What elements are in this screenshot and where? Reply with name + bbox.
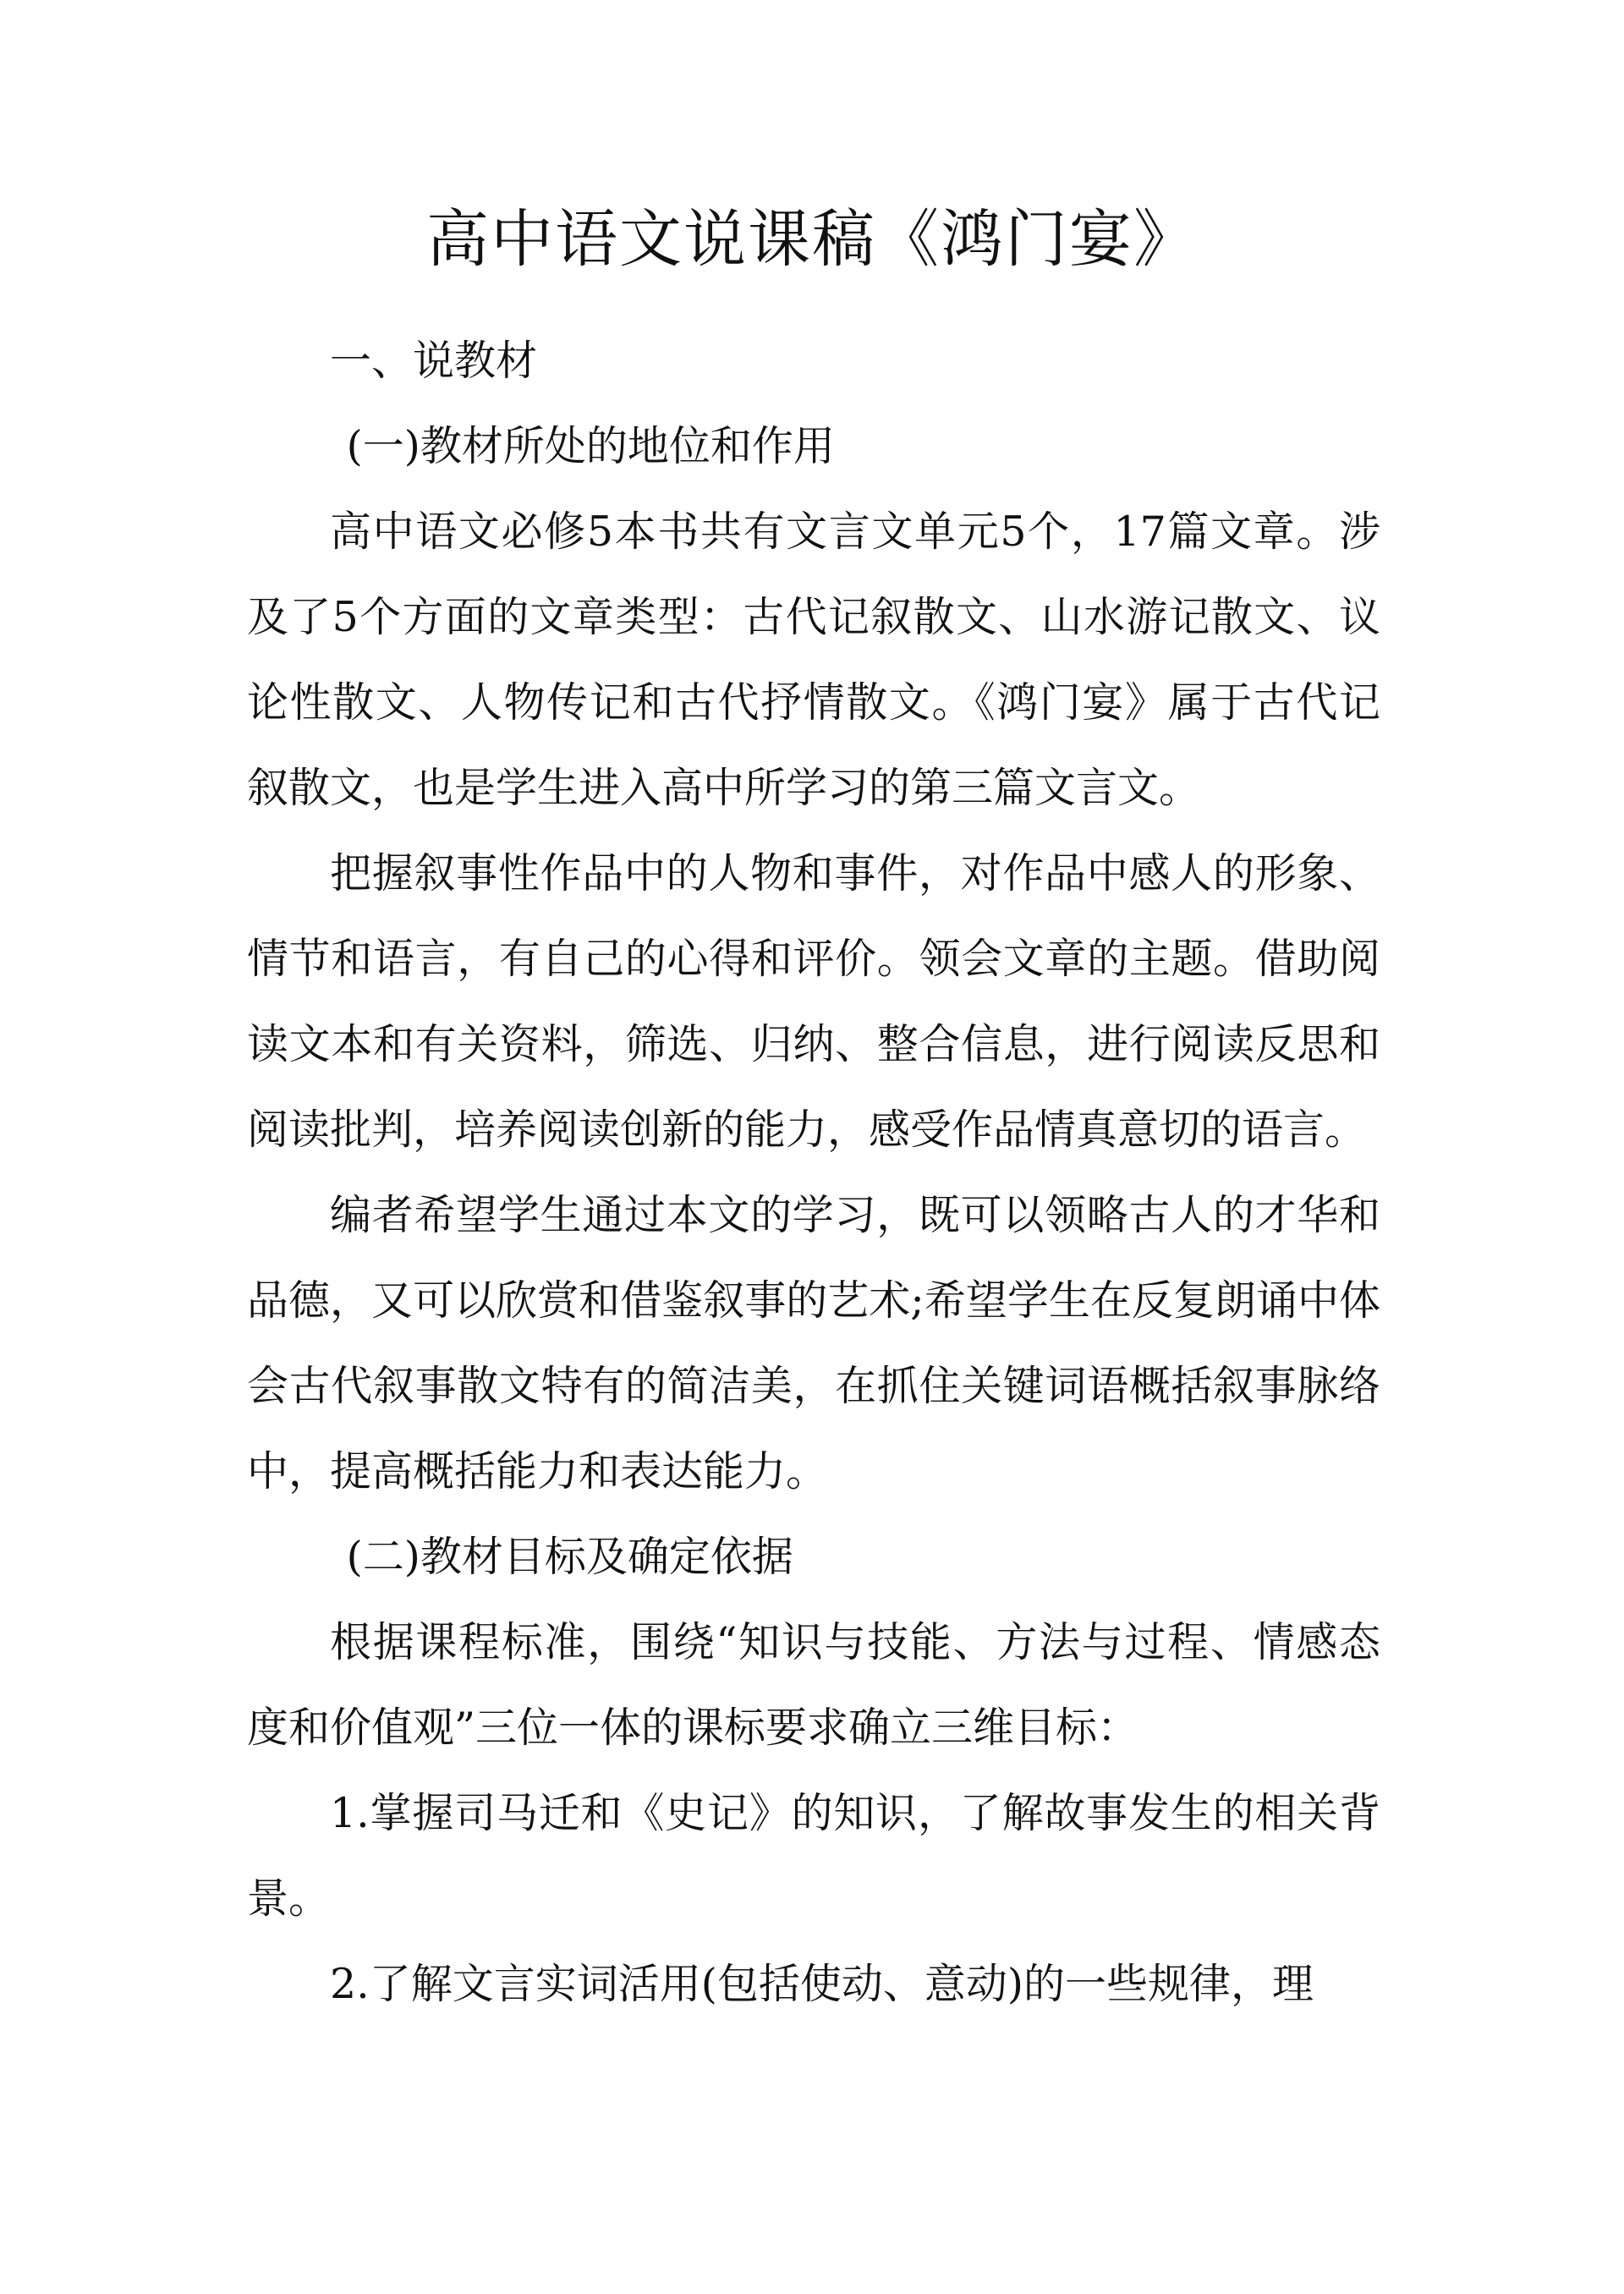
paragraph-textbook-overview: 高中语文必修5本书共有文言文单元5个，17篇文章。涉及了5个方面的文章类型：古代记叙散文、山水游记散文、议论性散文、人物传记和古代抒情散文。《鸿门宴》属于古代记叙散文，也是学生进入高中所学习的第三篇文言文。: [247, 508, 1380, 812]
list-item-objective-1: 1.掌握司马迁和《史记》的知识，了解故事发生的相关背景。: [247, 1789, 1380, 1923]
paragraph-reading-goals: 把握叙事性作品中的人物和事件，对作品中感人的形象、情节和语言，有自己的心得和评价。领会文章的主题。借助阅读文本和有关资料，筛选、归纳、整合信息，进行阅读反思和阅读批判，培养阅读创新的能力，感受作品情真意切的语言。: [247, 849, 1380, 1154]
subsection-heading-position-role: (一)教材所处的地位和作用: [346, 422, 835, 470]
subsection-heading-objectives: (二)教材目标及确定依据: [346, 1533, 793, 1581]
document-title: 高中语文说课稿《鸿门宴》: [426, 203, 1198, 276]
document-body: [247, 318, 1380, 2027]
paragraph-curriculum-standard: 根据课程标准，围绕“知识与技能、方法与过程、情感态度和价值观”三位一体的课标要求确立三维目标：: [247, 1618, 1380, 1752]
list-item-objective-2: 2.了解文言实词活用(包括使动、意动)的一些规律，理: [330, 1960, 1314, 2008]
section-heading-textbook: 一、说教材: [330, 337, 538, 385]
paragraph-editor-intent: 编者希望学生通过本文的学习，既可以领略古人的才华和品德，又可以欣赏和借鉴叙事的艺术;希望学生在反复朗诵中体会古代叙事散文特有的简洁美，在抓住关键词语概括叙事脉络中，提高概括能力和表达能力。: [247, 1191, 1380, 1495]
